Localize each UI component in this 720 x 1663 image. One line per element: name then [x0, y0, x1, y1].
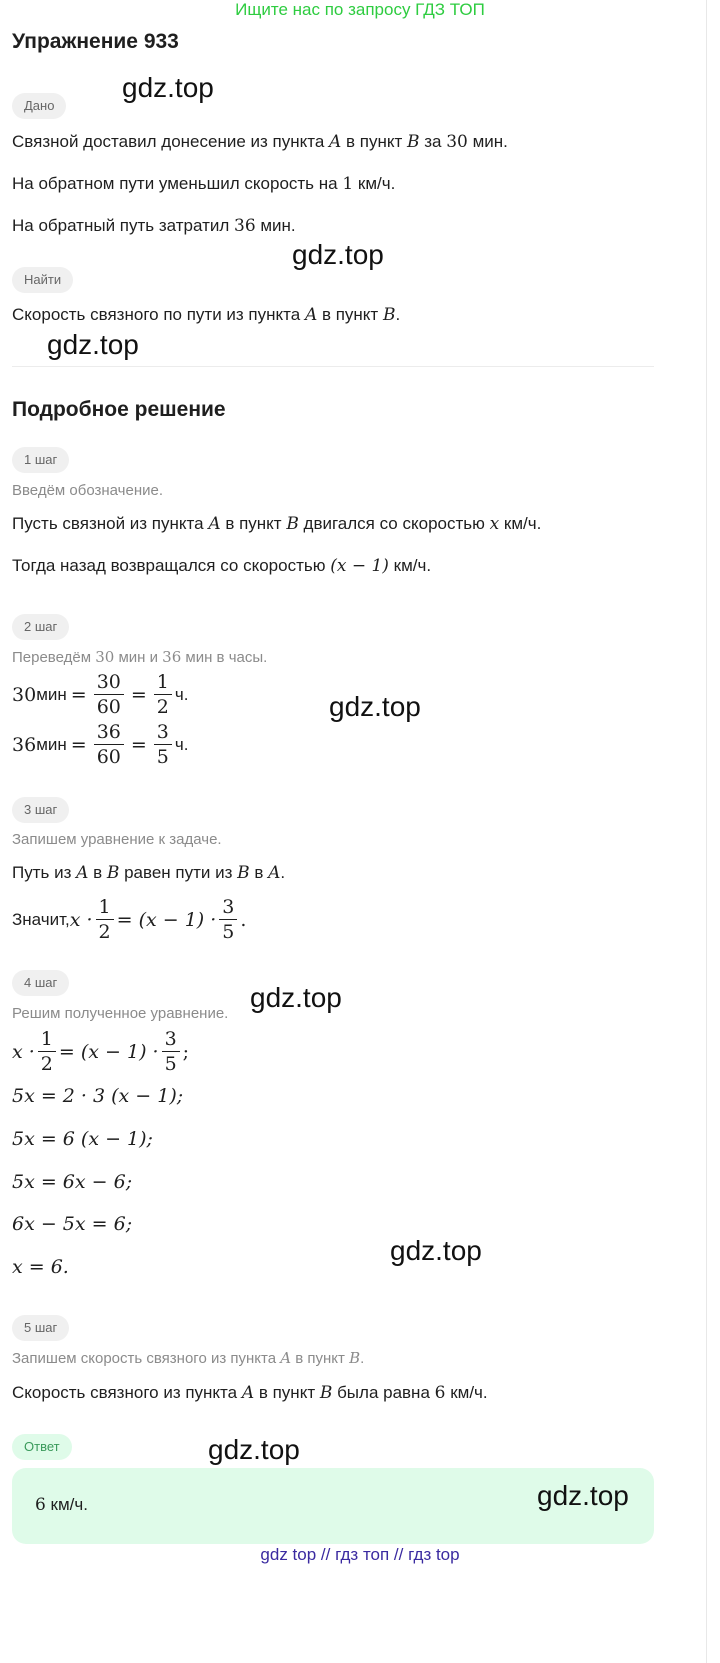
step-1-line-2: Тогда назад возвращался со скоростью (x − 1) км/ч.	[12, 556, 432, 576]
given-line-1: Связной доставил донесение из пункта A в пункт B за 30 мин.	[12, 132, 508, 152]
step-1-line-1: Пусть связной из пункта A в пункт B двигался со скоростью x км/ч.	[12, 514, 542, 534]
given-badge: Дано	[12, 93, 66, 119]
step-4-eq-2: 5x = 2 · 3 (x − 1);	[12, 1085, 184, 1107]
step-3-equation: Значит, x · $\frac{1}{2}$ = (x − 1) · $\frac{3}{5}$ .	[12, 896, 247, 943]
find-line: Скорость связного по пути из пункта A в пункт B.	[12, 305, 401, 325]
step-4-eq-4: 5x = 6x − 6;	[12, 1171, 133, 1193]
step-3-note: Запишем уравнение к задаче.	[12, 831, 222, 848]
watermark: gdz.top	[329, 691, 421, 722]
step-2-row-1: 30 мин = $\frac{30}{60}$ = $\frac{1}{2}$ ч.	[12, 671, 189, 718]
step-4-eq-6: x = 6.	[12, 1256, 69, 1278]
answer-text: 6 км/ч.	[35, 1495, 88, 1515]
step-4-eq-1: x · $\frac{1}{2}$ = (x − 1) · $\frac{3}{5}$ ;	[12, 1028, 190, 1075]
footer-links[interactable]: gdz top // гдз топ // гдз top	[260, 1545, 460, 1564]
answer-badge: Ответ	[12, 1434, 72, 1460]
scrollbar-track	[706, 0, 707, 1663]
watermark: gdz.top	[47, 329, 139, 360]
step-3-badge: 3 шаг	[12, 797, 69, 823]
solution-title: Подробное решение	[12, 398, 226, 421]
given-line-2: На обратном пути уменьшил скорость на 1 км/ч.	[12, 174, 396, 194]
watermark: gdz.top	[537, 1480, 629, 1511]
step-4-note: Решим полученное уравнение.	[12, 1005, 229, 1022]
step-3-line-1: Путь из A в B равен пути из B в A.	[12, 863, 286, 883]
step-4-eq-3: 5x = 6 (x − 1);	[12, 1128, 153, 1150]
step-5-line: Скорость связного из пункта A в пункт B была равна 6 км/ч.	[12, 1383, 488, 1403]
step-5-note: Запишем скорость связного из пункта A в пункт B.	[12, 1349, 365, 1367]
search-banner[interactable]: Ищите нас по запросу ГДЗ ТОП	[235, 0, 485, 19]
step-4-badge: 4 шаг	[12, 970, 69, 996]
watermark: gdz.top	[208, 1434, 300, 1465]
step-5-badge: 5 шаг	[12, 1315, 69, 1341]
given-line-3: На обратный путь затратил 36 мин.	[12, 216, 296, 236]
step-1-note: Введём обозначение.	[12, 482, 164, 499]
step-2-row-2: 36 мин = $\frac{36}{60}$ = $\frac{3}{5}$ ч.	[12, 721, 189, 768]
section-divider	[12, 366, 654, 367]
watermark: gdz.top	[122, 72, 214, 103]
step-2-badge: 2 шаг	[12, 614, 69, 640]
watermark: gdz.top	[250, 982, 342, 1013]
page-title: Упражнение 933	[12, 30, 179, 53]
watermark: gdz.top	[292, 239, 384, 270]
watermark: gdz.top	[390, 1235, 482, 1266]
step-1-badge: 1 шаг	[12, 447, 69, 473]
step-4-eq-5: 6x − 5x = 6;	[12, 1213, 133, 1235]
step-2-note: Переведём 30 мин и 36 мин в часы.	[12, 648, 268, 666]
find-badge: Найти	[12, 267, 73, 293]
